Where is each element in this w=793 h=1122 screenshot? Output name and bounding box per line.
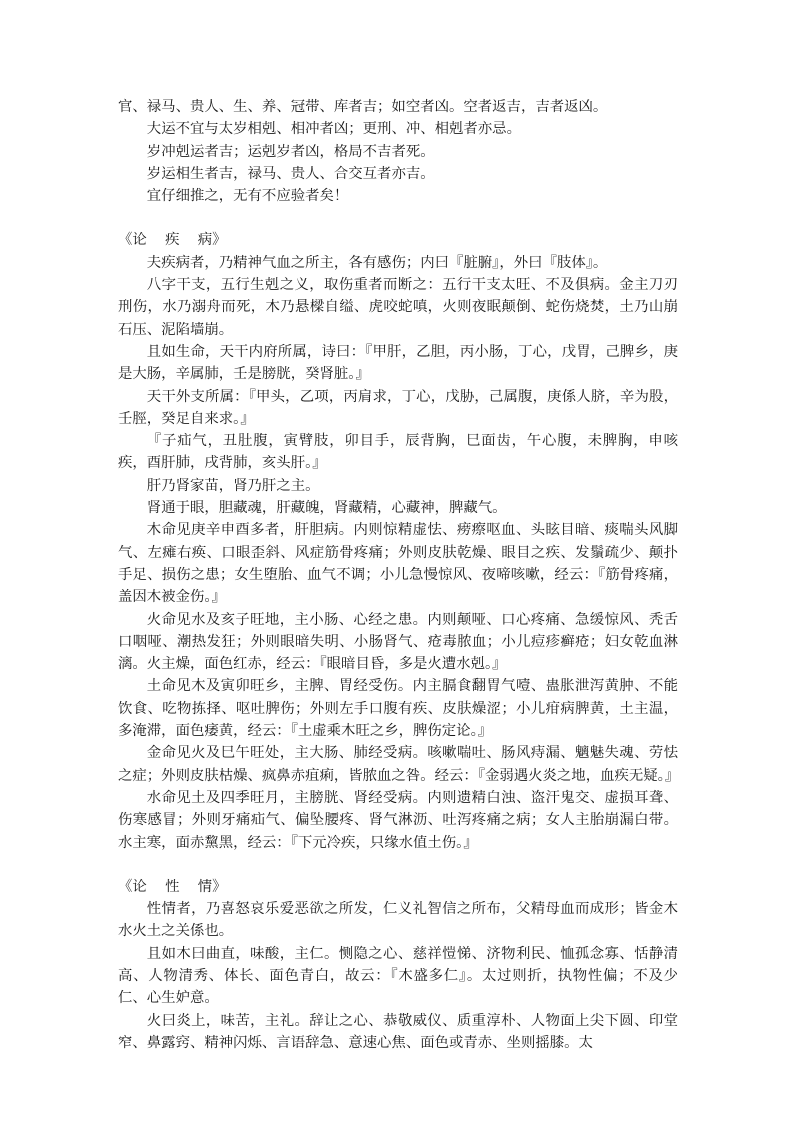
paragraph: 火曰炎上，味苦，主礼。辞让之心、恭敬威仪、质重淳朴、人物面上尖下圆、印堂窄、鼻露窍、精神闪烁、言语辞急、意速心焦、面色或青赤、坐则摇膝。太 (118, 1012, 678, 1051)
paragraph: 火命见水及亥子旺地，主小肠、心经之患。内则颠哑、口心疼痛、急缓惊风、秃舌口咽哑、潮热发狂；外则眼暗失明、小肠肾气、疮毒脓血；小儿痘疹癣疮；妇女乾血淋漓。火主燥，面色红赤，经云：『眼暗目昏，多是火遭水剋。』 (118, 611, 678, 673)
section-heading-illness: 《论 疾 病》 (118, 232, 227, 249)
paragraph: 岁冲剋运者吉；运剋岁者凶，格局不吉者死。 (146, 143, 435, 160)
paragraph: 金命见火及巳午旺处，主大肠、肺经受病。咳嗽喘吐、肠风痔漏、魑魅失魂、劳怯之症；外则皮肤枯燥、疯鼻赤疽痢，皆脓血之咎。经云：『金弱遇火炎之地，血疾无疑。』 (118, 745, 680, 784)
paragraph: 肾通于眼，胆藏魂，肝藏魄，肾藏精，心藏神，脾藏气。 (146, 500, 507, 517)
paragraph: 肝乃肾家苗，肾乃肝之主。 (146, 477, 320, 494)
paragraph: 水命见土及四季旺月，主膀胱、肾经受病。内则遗精白浊、盗汗鬼交、虚损耳聋、伤寒感冒；外则牙痛疝气、偏坠腰疼、肾气淋沥、吐泻疼痛之病；女人主胎崩漏白带。水主寒，面赤黧黑，经云：『下元冷疾，只缘水值土伤。』 (118, 789, 678, 851)
paragraph: 八字干支，五行生剋之义，取伤重者而断之：五行干支太旺、不及俱病。金主刀刃刑伤，水乃溺舟而死，木乃悬樑自缢、虎咬蛇嗔，火则夜眠颠倒、蛇伤烧焚，土乃山崩石压、泥陷墙崩。 (118, 277, 678, 338)
document-body (118, 96, 678, 1054)
paragraph: 木命见庚辛申酉多者，肝胆病。内则惊精虚怯、痨瘵呕血、头眩目暗、痰喘头风脚气、左瘫右痪、口眼歪斜、风症筋骨疼痛；外则皮肤乾燥、眼目之疾、发鬚疏少、颠扑手足、损伤之患；女生堕胎、血气不调；小儿急慢惊风、夜啼咳嗽，经云：『筋骨疼痛，盖因木被金伤。』 (118, 522, 678, 606)
paragraph: 宜仔细推之，无有不应验者矣！ (146, 188, 349, 205)
paragraph: 土命见木及寅卯旺乡，主脾、胃经受伤。内主膈食翻胃气噎、蛊胀泄泻黄肿、不能饮食、吃物拣择、呕吐脾伤；外则左手口腹有疾、皮肤燥涩；小儿疳病脾黄，土主温，多淹滞，面色痿黄，经云：『土虚乘木旺之乡，脾伤定论。』 (118, 678, 678, 740)
paragraph: 且如生命，天干内府所属，诗曰：『甲肝，乙胆，丙小肠，丁心，戊胃，己脾乡，庚是大肠，辛属肺，壬是膀胱，癸肾脏。』 (118, 343, 678, 383)
paragraph: 『子疝气，丑肚腹，寅臂肢，卯目手，辰背胸，巳面齿，午心腹，未脾胸，申咳疾，酉肝肺，戌背肺，亥头肝。』 (118, 433, 678, 472)
paragraph: 且如木曰曲直，味酸，主仁。恻隐之心、慈祥愷悌、济物利民、恤孤念寡、恬静清高、人物清秀、体长、面色青白，故云：『木盛多仁』。太过则折，执物性偏；不及少仁、心生妒意。 (118, 945, 678, 1007)
paragraph: 大运不宜与太岁相剋、相冲者凶；更刑、冲、相剋者亦忌。 (146, 121, 521, 138)
paragraph: 岁运相生者吉，禄马、贵人、合交互者亦吉。 (146, 165, 435, 182)
paragraph: 性情者，乃喜怒哀乐爱恶欲之所发，仁义礼智信之所布，父精母血而成形；皆金木水火土之关係也。 (118, 901, 678, 940)
paragraph: 官、禄马、贵人、生、养、冠带、库者吉；如空者凶。空者返吉，吉者返凶。 (118, 99, 608, 115)
paragraph: 夫疾病者，乃精神气血之所主，各有感伤；内曰『脏腑』，外曰『肢体』。 (146, 254, 608, 271)
section-heading-temperament: 《论 性 情》 (118, 878, 227, 895)
paragraph: 天干外支所属：『甲头，乙项，丙肩求，丁心，戊胁，己属腹，庚係人脐，辛为股，壬脛，癸足自来求。』 (118, 388, 678, 427)
